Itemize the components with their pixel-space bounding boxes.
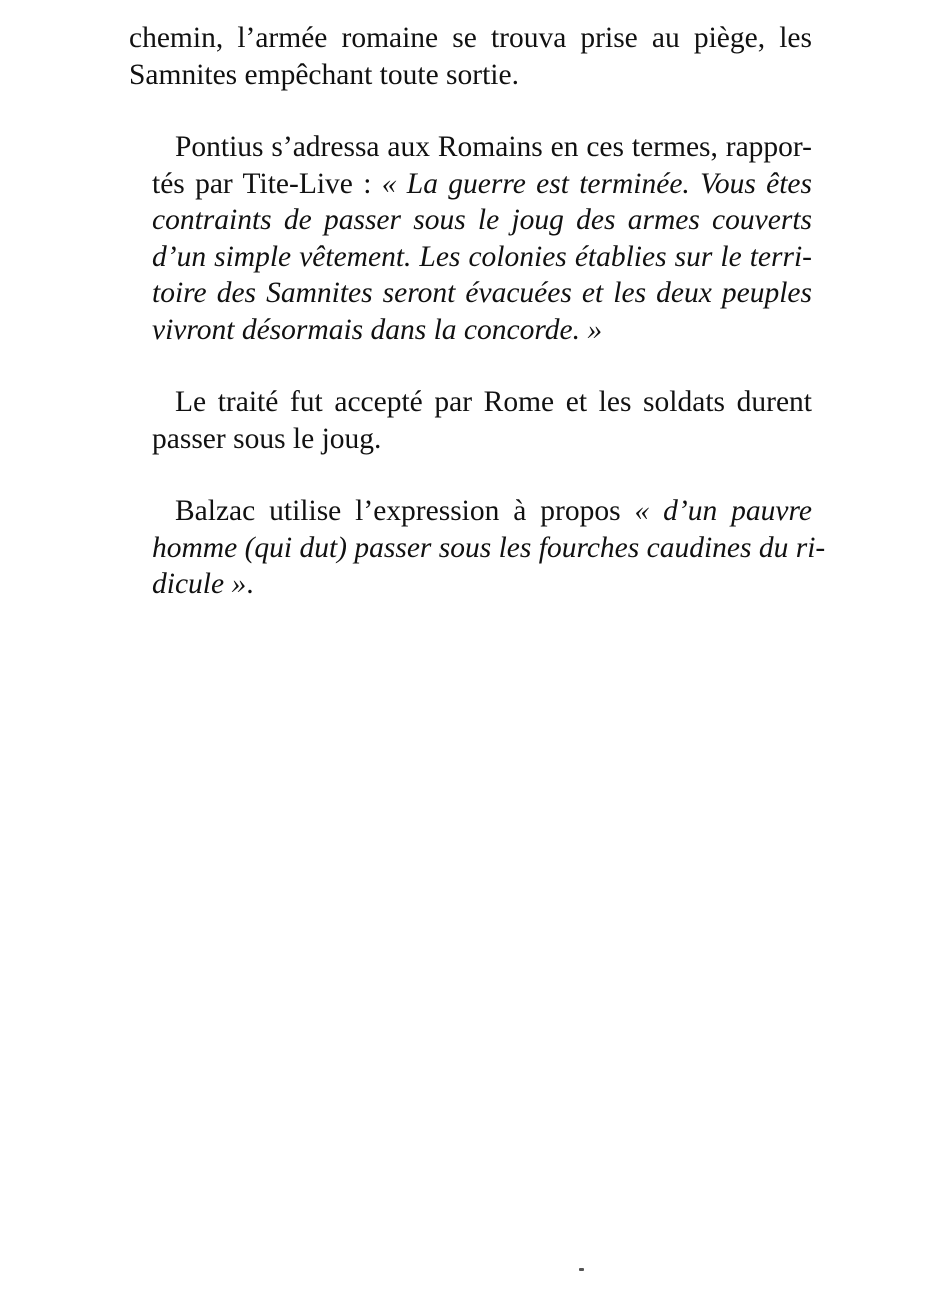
- text-line: [129, 493, 812, 530]
- quotation-line: toire des Samnites seront évacuées et les deux peuples: [152, 277, 812, 309]
- paragraph-3: [129, 384, 812, 457]
- text-line: [129, 566, 812, 603]
- text-line: passer sous le joug.: [152, 422, 382, 455]
- paragraph-1: [129, 20, 812, 93]
- text-line: Pontius s’adressa aux Romains en ces termes, rappor-: [175, 131, 812, 163]
- text-segment: tés par Tite-Live :: [152, 167, 382, 200]
- page-mark: [579, 1268, 584, 1271]
- text-line: Samnites empêchant toute sortie.: [129, 58, 519, 91]
- quotation-line: homme (qui dut) passer sous les fourches caudines du ri-: [152, 531, 826, 564]
- quotation-line: contraints de passer sous le joug des armes couverts: [152, 204, 812, 236]
- quotation-segment: « d’un pauvre: [634, 495, 812, 527]
- text-line: Le traité fut accepté par Rome et les soldats durent: [175, 386, 812, 418]
- text-segment: Balzac utilise l’expression à propos: [175, 495, 635, 527]
- quotation-segment: dicule »: [152, 568, 247, 600]
- paragraph-4: [129, 493, 826, 603]
- quotation-line: vivront désormais dans la concorde. »: [152, 313, 603, 346]
- text-segment: .: [246, 568, 254, 600]
- text-line: chemin, l’armée romaine se trouva prise au piège, les: [129, 22, 812, 54]
- text-line: [129, 166, 812, 203]
- page-text: [129, 20, 826, 639]
- quotation-line: d’un simple vêtement. Les colonies établies sur le terri-: [152, 240, 812, 273]
- quotation-segment: « La guerre est terminée. Vous êtes: [381, 167, 813, 200]
- paragraph-2: [129, 129, 812, 348]
